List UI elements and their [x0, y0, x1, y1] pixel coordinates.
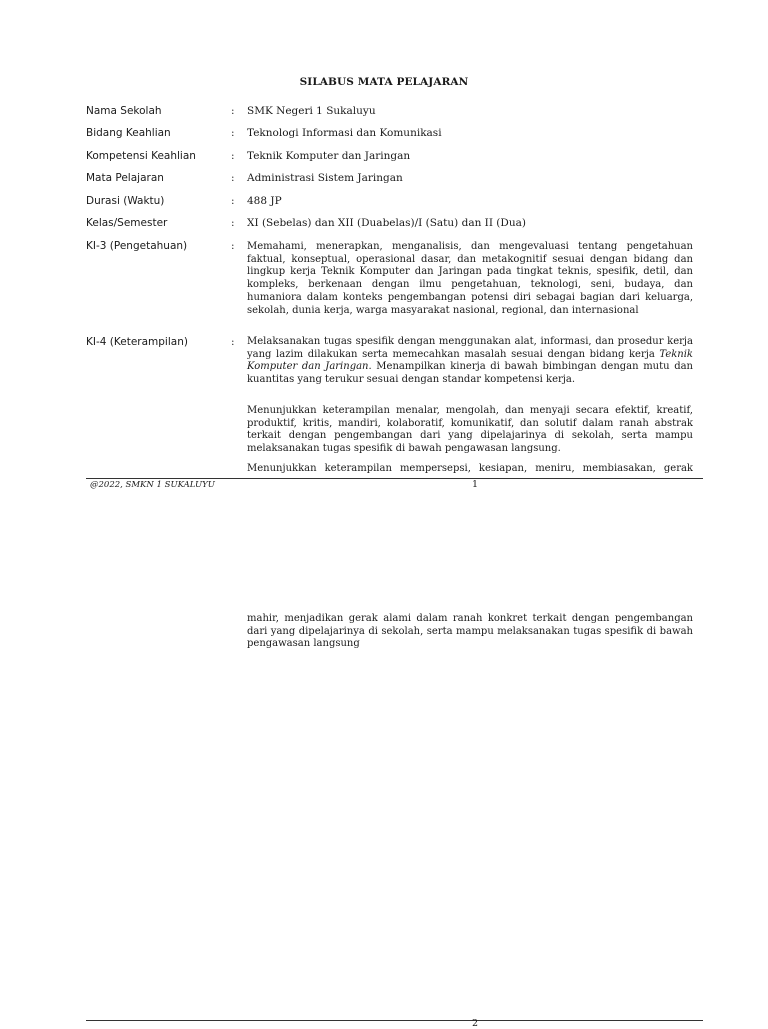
field-label: Mata Pelajaran: [86, 172, 164, 184]
field-label: Bidang Keahlian: [86, 127, 171, 139]
ki4-paragraph-1: [247, 336, 693, 387]
field-colon: :: [231, 127, 235, 139]
page-number: 1: [472, 479, 479, 490]
field-colon: :: [231, 172, 235, 184]
footer-divider: [86, 1020, 703, 1021]
field-label: Durasi (Waktu): [86, 195, 165, 207]
ki4-paragraph-2: Menunjukkan keterampilan menalar, mengolah, dan menyaji secara efektif, kreatif, produktif, kritis, mandiri, kolaboratif, komunikatif, dan solutif dalam ranah abstrak terkait dengan pengembangan dari yang dipelajarinya di sekolah, serta mampu melaksanakan tugas spesifik di bawah pengawasan langsung.: [247, 405, 693, 455]
footer-copyright: @2022, SMKN 1 SUKALUYU: [90, 480, 215, 490]
field-value: SMK Negeri 1 Sukaluyu: [247, 105, 376, 117]
ki3-text: Memahami, menerapkan, menganalisis, dan mengevaluasi tentang pengetahuan faktual, konseptual, operasional dasar, dan metakognitif sesuai dengan bidang dan lingkup kerja Teknik Komputer dan Jaringan pada tingkat teknis, spesifik, detil, dan kompleks, berkenaan dengan ilmu pengetahuan, teknologi, seni, budaya, dan humaniora dalam konteks pengembangan potensi diri sebagai bagian dari keluarga, sekolah, dunia kerja, warga masyarakat nasional, regional, dan internasional: [247, 241, 693, 316]
field-value: XI (Sebelas) dan XII (Duabelas)/I (Satu) dan II (Dua): [247, 217, 526, 229]
field-colon: :: [231, 240, 235, 252]
page-number: 2: [472, 1018, 479, 1029]
ki4-paragraph-1-text-b: . Menampilkan kinerja di bawah bimbingan dengan mutu dan kuantitas yang terukur sesuai dengan standar kompetensi kerja.: [247, 361, 693, 386]
ki4-label: KI-4 (Keterampilan): [86, 336, 188, 348]
field-value: 488 JP: [247, 195, 282, 207]
field-colon: :: [231, 217, 235, 229]
field-value: Teknologi Informasi dan Komunikasi: [247, 127, 442, 139]
document-title: SILABUS MATA PELAJARAN: [299, 76, 469, 88]
footer-divider: [86, 478, 703, 479]
ki3-label: KI-3 (Pengetahuan): [86, 240, 188, 252]
field-colon: :: [231, 150, 235, 162]
field-value: Administrasi Sistem Jaringan: [247, 172, 403, 184]
field-colon: :: [231, 195, 235, 207]
field-colon: :: [231, 105, 235, 117]
field-label: Nama Sekolah: [86, 105, 162, 117]
ki4-paragraph-3: Menunjukkan keterampilan mempersepsi, kesiapan, meniru, membiasakan, gerak: [247, 463, 693, 474]
field-label: Kelas/Semester: [86, 217, 168, 229]
ki4-paragraph-3-continuation: mahir, menjadikan gerak alami dalam ranah konkret terkait dengan pengembangan dari yang dipelajarinya di sekolah, serta mampu melaksanakan tugas spesifik di bawah pengawasan langsung: [247, 613, 693, 650]
field-label: Kompetensi Keahlian: [86, 150, 196, 162]
field-value: Teknik Komputer dan Jaringan: [247, 150, 411, 162]
field-colon: :: [231, 336, 235, 348]
ki4-paragraph-1-text-a: Melaksanakan tugas spesifik dengan menggunakan alat, informasi, dan prosedur kerja yang lazim dilakukan serta memecahkan masalah sesuai dengan bidang kerja: [247, 336, 693, 360]
ki4-paragraph-1-italic: Teknik Komputer dan Jaringan: [247, 348, 693, 373]
